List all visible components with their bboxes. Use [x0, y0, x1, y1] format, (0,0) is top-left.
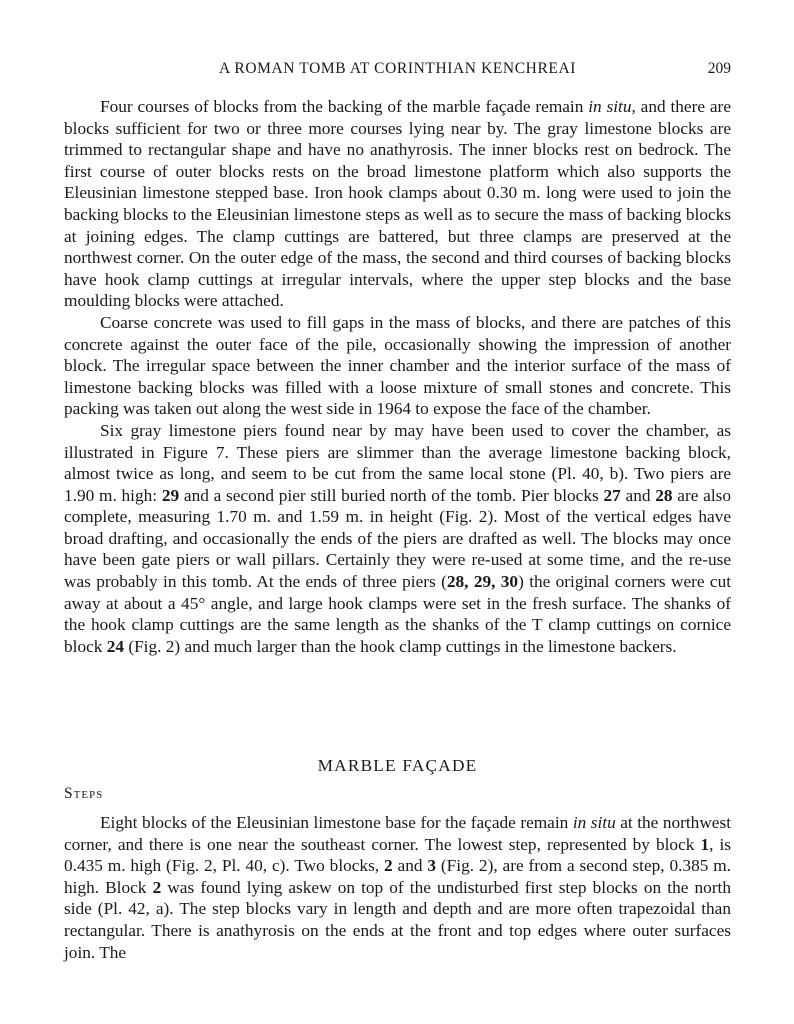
- text-span: Eight blocks of the Eleusinian limestone base for the façade remain: [100, 813, 573, 832]
- subsection-heading: Steps: [64, 785, 104, 802]
- running-title: A ROMAN TOMB AT CORINTHIAN KENCHREAI: [218, 60, 577, 77]
- text-span: are also complete, measuring 1.70 m. and 1.59 m. in height (Fig. 2). Most of the vertical edges have broad drafting, and occasionally the ends of the piers are drafted as well. The blocks may once have been gate piers or wall pillars. Certainly they were re-used at some time, and the re-use was probably in this tomb. At the ends of three piers (: [64, 485, 732, 592]
- running-head: [64, 60, 731, 82]
- text-span: ) the original corners were cut away at about a 45° angle, and large hook clamps were set in the fresh surface. The shanks of the hook clamp cuttings are the same length as the shanks of the T clamp cuttings on cornice block: [64, 572, 732, 656]
- block-number: 29: [161, 485, 180, 505]
- text-span: and there are blocks sufficient for two or three more courses lying near by. The gray limestone blocks are trimmed to rectangular shape and have no anathyrosis. The inner blocks rest on bedrock. The first course of outer blocks rests on the broad limestone platform which also supports the Eleusinian limestone stepped base. Iron hook clamps about 0.30 m. long were used to join the backing blocks to the Eleusinian limestone steps as well as to secure the mass of backing blocks at joining edges. The clamp cuttings are battered, but three clamps are preserved at the northwest corner. On the outer edge of the mass, the second and third courses of backing blocks have hook clamp cuttings at irregular intervals, where the upper step blocks and the base moulding blocks were attached.: [64, 97, 731, 311]
- text-span: (Fig. 2) and much larger than the hook clamp cuttings in the limestone backers.: [124, 636, 677, 656]
- text-span: Four courses of blocks from the backing of the marble façade remain: [100, 97, 589, 116]
- block-number: 24: [106, 636, 124, 656]
- text-span: and: [620, 485, 656, 505]
- block-number: 1: [700, 834, 710, 854]
- paragraph-backing-blocks: [64, 96, 731, 312]
- text-span: Six gray limestone piers found near by may have been used to cover the chamber, as illustrated in Figure 7. These piers are slimmer than the average limestone backing block, almost twice as long, and seem to be cut from the same local stone (Pl. 40, b). Two piers are 1.90 m. high:: [64, 420, 731, 505]
- body-text-steps: [64, 812, 731, 963]
- paragraph-piers: [64, 420, 731, 658]
- block-number: 28, 29, 30: [446, 572, 519, 592]
- block-number: 2: [152, 877, 162, 897]
- text-span: was found lying askew on top of the undisturbed first step blocks on the north side (Pl. 42, a). The step blocks vary in length and depth and are more often trapezoidal than rectangular. There is anathyrosis on the ends at the front and top edges where outer surfaces join. The: [64, 877, 731, 962]
- text-span: and a second pier still buried north of the tomb. Pier blocks: [179, 485, 604, 505]
- paragraph-concrete: [64, 312, 731, 420]
- body-text: [64, 96, 731, 657]
- text-span: Coarse concrete was used to fill gaps in the mass of blocks, and there are patches of this concrete against the outer face of the pile, occasionally showing the impression of another block. The irregular space between the inner chamber and the interior surface of the mass of limestone backing blocks was filled with a loose mixture of small stones and concrete. This packing was taken out along the west side in 1964 to expose the face of the chamber.: [64, 312, 731, 419]
- text-span: and: [392, 856, 428, 876]
- italic-term: in situ: [572, 813, 616, 832]
- block-number: 2: [384, 856, 393, 876]
- text-span: (Fig. 2), are from a second step, 0.385 m. high. Block: [64, 856, 732, 897]
- block-number: 28: [655, 485, 673, 505]
- block-number: 27: [603, 485, 621, 505]
- block-number: 3: [427, 856, 437, 876]
- text-span: at the northwest corner, and there is one near the southeast corner. The lowest step, represented by block: [64, 813, 731, 854]
- paragraph-steps: [64, 812, 731, 963]
- italic-term: in situ,: [588, 97, 636, 116]
- page-number: 209: [707, 60, 731, 77]
- section-heading: MARBLE FAÇADE: [317, 756, 478, 775]
- text-span: , is 0.435 m. high (Fig. 2, Pl. 40, c). Two blocks,: [64, 834, 732, 876]
